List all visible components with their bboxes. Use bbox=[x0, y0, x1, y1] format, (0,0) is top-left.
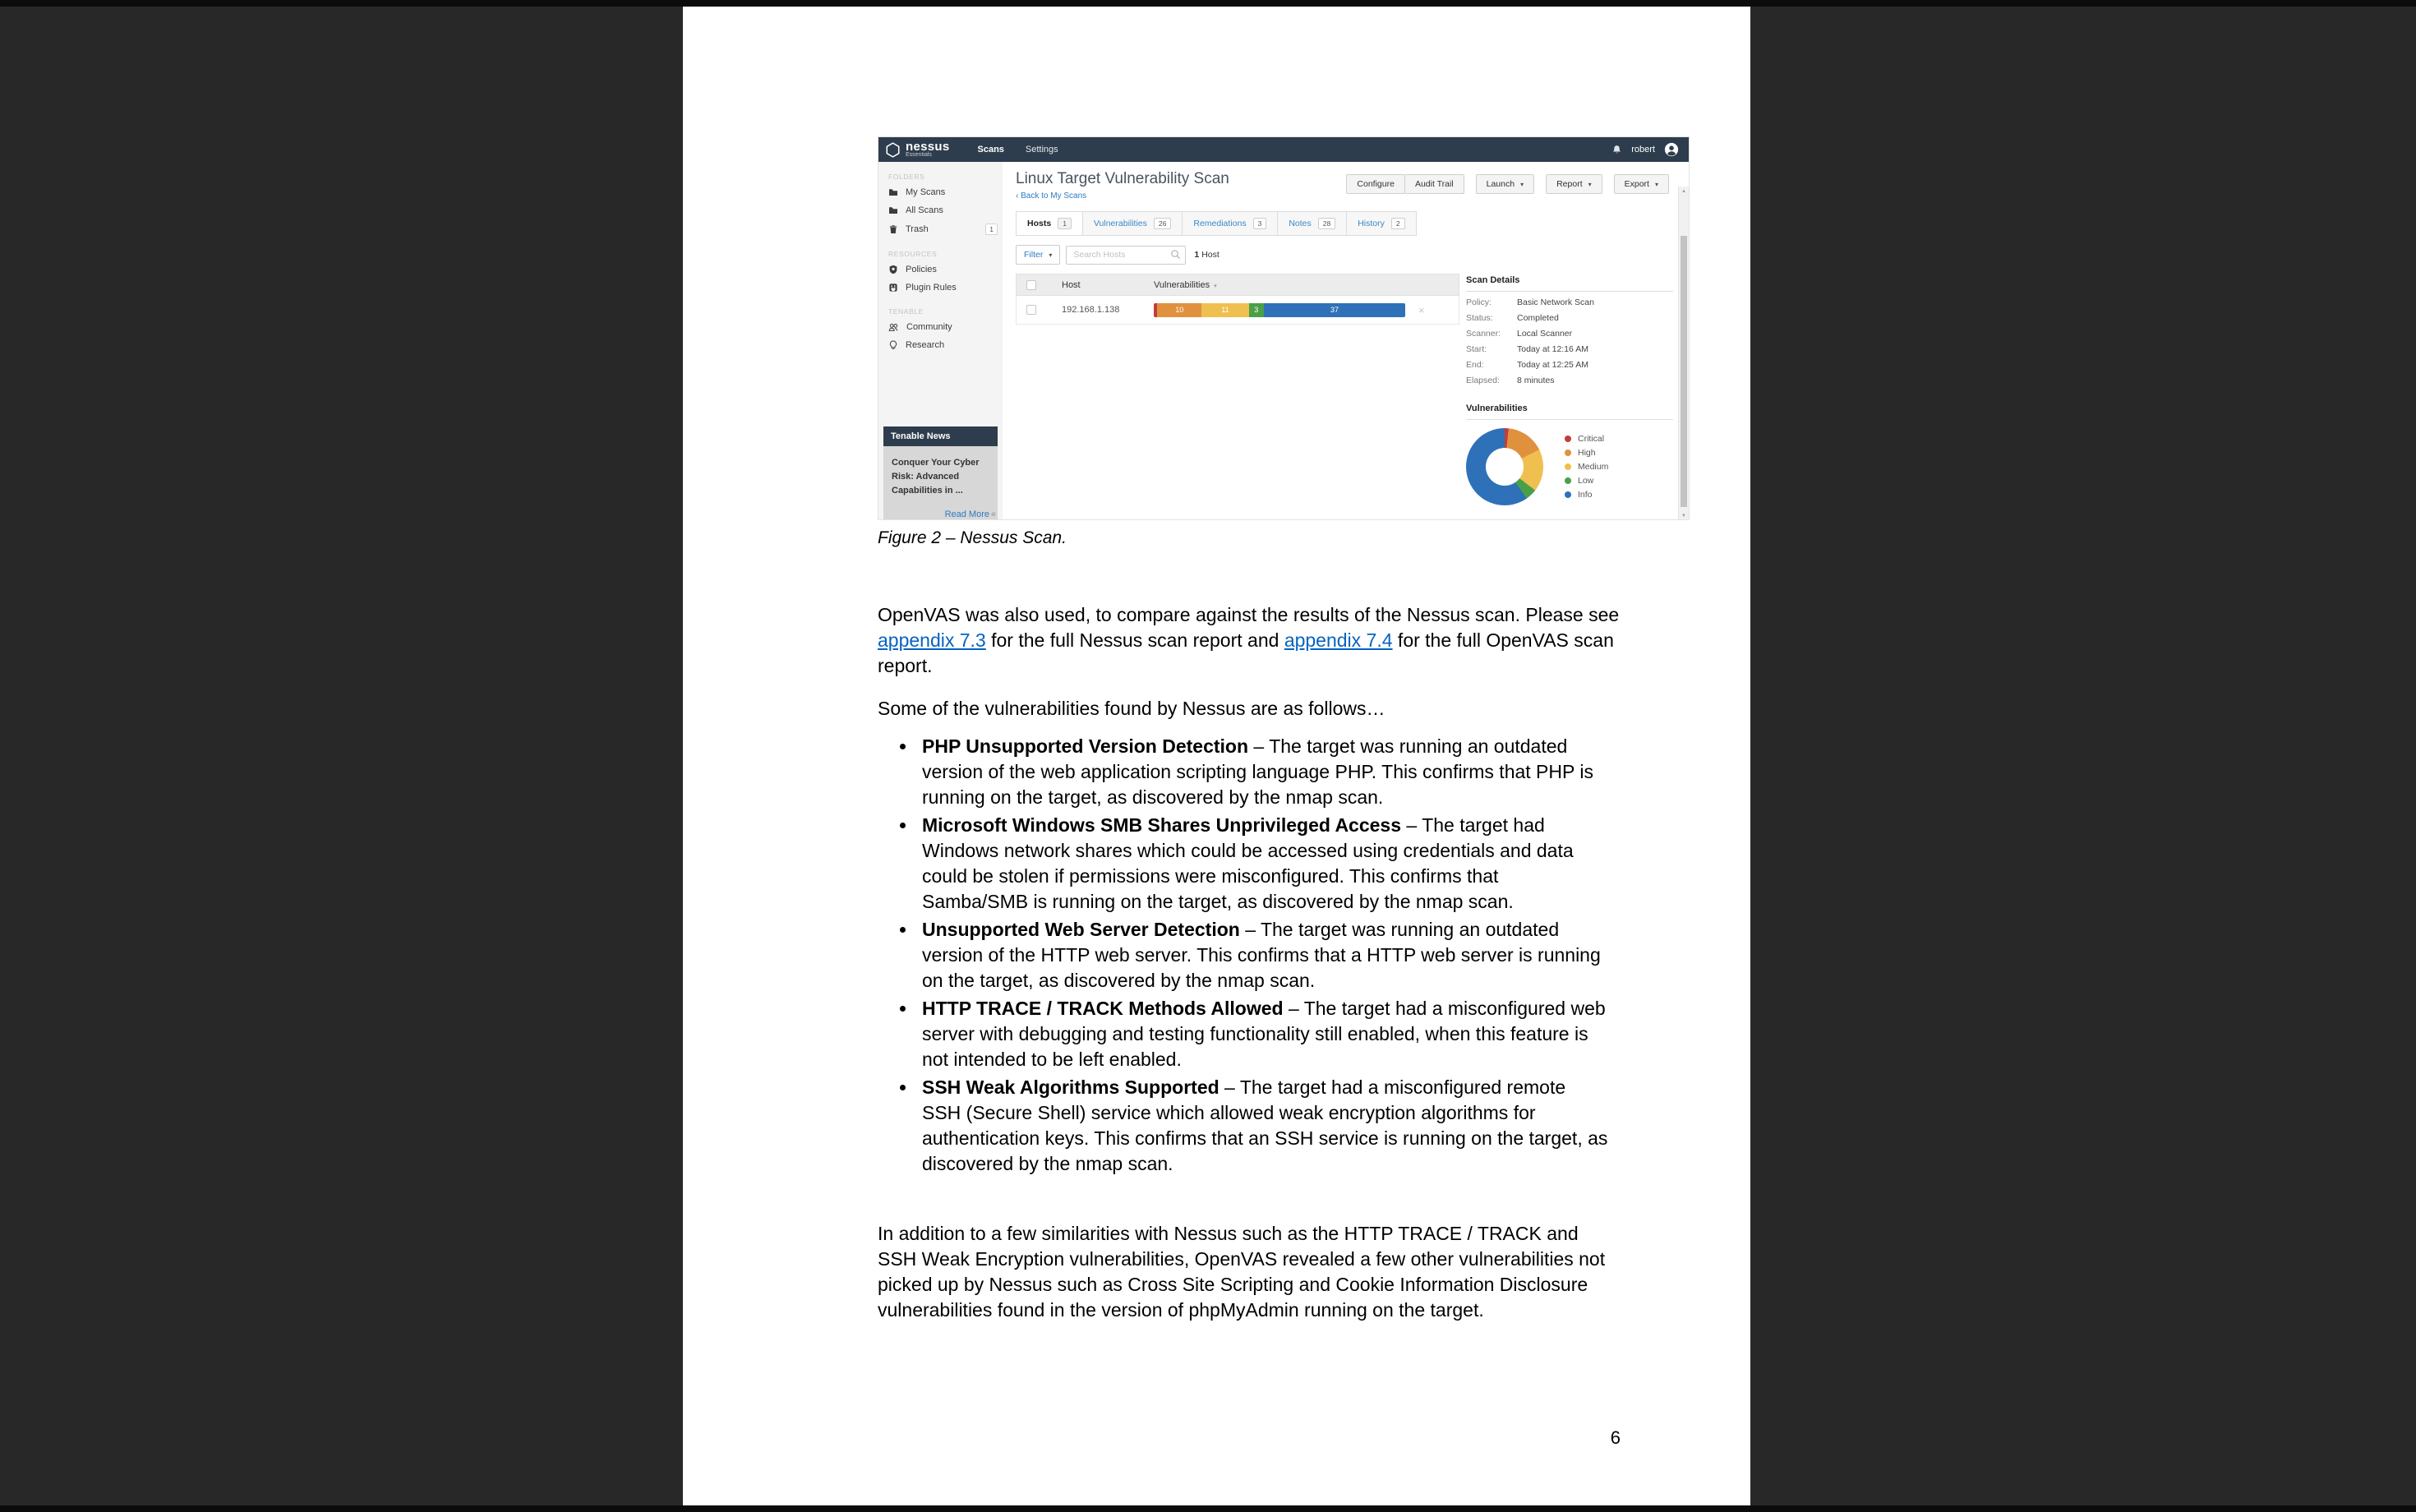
paragraph-some-vulnerabilities: Some of the vulnerabilities found by Nessus are as follows… bbox=[878, 698, 1386, 719]
host-column-header: Host bbox=[1062, 279, 1081, 290]
trash-count-badge: 1 bbox=[985, 224, 998, 235]
nessus-hexagon-icon bbox=[885, 142, 901, 158]
tenable-news-title: Tenable News bbox=[883, 426, 998, 446]
brand-name: nessus bbox=[906, 140, 950, 154]
detail-row: Scanner: Local Scanner bbox=[1466, 329, 1573, 339]
nessus-screenshot-figure bbox=[878, 136, 1690, 520]
appendix-7-3-link[interactable]: appendix 7.3 bbox=[878, 629, 986, 651]
tab-notes[interactable]: Notes 28 bbox=[1278, 212, 1347, 235]
legend-dot bbox=[1565, 491, 1571, 498]
tab-vulnerabilities[interactable]: Vulnerabilities 26 bbox=[1083, 212, 1183, 235]
scan-details-title: Scan Details bbox=[1466, 275, 1673, 292]
document-page bbox=[683, 7, 1750, 1505]
report-button[interactable]: Report ▾ bbox=[1546, 174, 1602, 194]
trash-icon bbox=[888, 224, 898, 234]
tenable-news-body: Conquer Your Cyber Risk: Advanced Capabilities in ... Read More bbox=[883, 446, 998, 520]
vulnerability-list bbox=[878, 734, 1609, 1177]
back-to-my-scans-link[interactable]: ‹ Back to My Scans bbox=[1016, 191, 1087, 201]
appendix-7-4-link[interactable]: appendix 7.4 bbox=[1284, 629, 1393, 651]
sidebar-item-community[interactable]: Community bbox=[878, 318, 1003, 336]
legend-dot bbox=[1565, 463, 1571, 470]
launch-button[interactable]: Launch ▾ bbox=[1476, 174, 1534, 194]
brand-subtitle: Essentials bbox=[906, 152, 932, 158]
tab-count-badge: 1 bbox=[1058, 218, 1072, 229]
sidebar-section-folders: FOLDERS bbox=[888, 173, 925, 181]
configure-button[interactable]: Configure bbox=[1346, 174, 1405, 194]
notifications-bell-icon[interactable] bbox=[1611, 145, 1622, 155]
top-strip bbox=[0, 0, 2416, 7]
folder-icon bbox=[888, 205, 898, 215]
shield-icon bbox=[888, 265, 898, 274]
nav-scans[interactable]: Scans bbox=[977, 145, 1004, 154]
search-hosts-input[interactable] bbox=[1066, 246, 1186, 265]
sidebar-item-all-scans[interactable]: All Scans bbox=[878, 201, 1003, 219]
page-number: 6 bbox=[1610, 1427, 1621, 1448]
user-avatar[interactable] bbox=[1664, 142, 1679, 157]
list-item: • HTTP TRACE / TRACK Methods Allowed – The target had a misconfigured web server with debugging and testing functionality still enabled, when this feature is not intended to be left enabled. bbox=[917, 996, 1609, 1072]
scroll-up-icon[interactable]: ▲ bbox=[1681, 189, 1686, 194]
research-icon bbox=[888, 340, 898, 350]
detail-row: Policy: Basic Network Scan bbox=[1466, 297, 1594, 307]
scan-title: Linux Target Vulnerability Scan bbox=[1016, 170, 1229, 187]
search-icon bbox=[1170, 249, 1181, 260]
vulnerabilities-donut-chart bbox=[1466, 428, 1543, 505]
folder-icon bbox=[888, 187, 898, 197]
paragraph-openvas: OpenVAS was also used, to compare against the results of the Nessus scan. Please see appendix 7.3 for the full Nessus scan report and appendix 7.4 for the full OpenVAS scan report. bbox=[878, 604, 1620, 676]
people-icon bbox=[888, 322, 899, 332]
severity-bar bbox=[1154, 303, 1405, 317]
export-button[interactable]: Export ▾ bbox=[1614, 174, 1669, 194]
sidebar-collapse-icon[interactable]: « bbox=[990, 509, 996, 519]
legend-item-info: Info bbox=[1565, 490, 1608, 500]
nav-settings[interactable]: Settings bbox=[1025, 145, 1058, 154]
host-row[interactable] bbox=[1016, 296, 1459, 325]
hosts-table-header bbox=[1016, 274, 1459, 296]
row-checkbox[interactable] bbox=[1026, 305, 1036, 315]
nessus-sidebar bbox=[878, 162, 1003, 520]
scan-details-panel bbox=[1466, 275, 1673, 505]
tab-remediations[interactable]: Remediations 3 bbox=[1183, 212, 1278, 235]
scan-tabs bbox=[1016, 211, 1417, 236]
vulnerabilities-title: Vulnerabilities bbox=[1466, 403, 1673, 420]
select-all-checkbox[interactable] bbox=[1026, 280, 1036, 290]
detail-row: Start: Today at 12:16 AM bbox=[1466, 344, 1588, 354]
nessus-navbar bbox=[878, 137, 1689, 162]
donut-legend bbox=[1565, 434, 1608, 500]
host-ip[interactable]: 192.168.1.138 bbox=[1062, 305, 1120, 315]
host-count: 1 Host bbox=[1194, 250, 1220, 260]
hosts-table bbox=[1016, 274, 1459, 325]
nessus-main bbox=[1003, 162, 1689, 520]
detail-row: Elapsed: 8 minutes bbox=[1466, 376, 1555, 385]
chevron-down-icon: ▾ bbox=[1049, 251, 1053, 259]
list-item: • Unsupported Web Server Detection – The target was running an outdated version of the HTTP web server. This confirms that a HTTP web server is running on the target, as discovered by the nmap scan. bbox=[917, 917, 1609, 993]
plugin-icon bbox=[888, 283, 898, 293]
document-content bbox=[878, 136, 1686, 1323]
sort-caret-icon: ▾ bbox=[1214, 283, 1217, 289]
audit-trail-button[interactable]: Audit Trail bbox=[1405, 174, 1464, 194]
back-chevron-icon: ‹ bbox=[1016, 191, 1019, 201]
sidebar-item-trash[interactable]: Trash 1 bbox=[878, 219, 1003, 239]
tenable-news-card bbox=[883, 426, 998, 520]
severity-segment-low[interactable]: 3 bbox=[1249, 303, 1264, 317]
detail-row: Status: Completed bbox=[1466, 313, 1559, 323]
detail-row: End: Today at 12:25 AM bbox=[1466, 360, 1588, 370]
sidebar-item-my-scans[interactable]: My Scans bbox=[878, 183, 1003, 201]
nessus-logo[interactable] bbox=[885, 141, 950, 158]
tab-count-badge: 3 bbox=[1253, 218, 1267, 229]
filter-button[interactable]: Filter ▾ bbox=[1016, 245, 1060, 265]
scrollbar bbox=[1678, 187, 1689, 520]
list-item: • Microsoft Windows SMB Shares Unprivileged Access – The target had Windows network shares which could be accessed using credentials and data could be stolen if permissions were misconfigured. This confirms that Samba/SMB is running on the target, as discovered by the nmap scan. bbox=[917, 813, 1609, 915]
legend-dot bbox=[1565, 436, 1571, 442]
legend-item-critical: Critical bbox=[1565, 434, 1608, 444]
severity-segment-medium[interactable]: 11 bbox=[1201, 303, 1249, 317]
scrollbar-thumb[interactable] bbox=[1681, 236, 1687, 507]
tab-count-badge: 26 bbox=[1154, 218, 1171, 229]
paragraph-closing: In addition to a few similarities with Nessus such as the HTTP TRACE / TRACK and SSH Weak Encryption vulnerabilities, OpenVAS revealed a few other vulnerabilities not picked up by Nessus such as Cross Site Scripting and Cookie Information Disclosure vulnerabilities found in the version of phpMyAdmin running on the target. bbox=[878, 1223, 1606, 1321]
sidebar-item-research[interactable]: Research bbox=[878, 336, 1003, 354]
remove-host-icon[interactable]: × bbox=[1418, 303, 1425, 316]
legend-item-low: Low bbox=[1565, 476, 1608, 486]
vulnerabilities-column-header[interactable]: Vulnerabilities ▾ bbox=[1154, 279, 1217, 290]
legend-item-high: High bbox=[1565, 448, 1608, 458]
scroll-down-icon[interactable]: ▼ bbox=[1681, 514, 1686, 519]
legend-dot bbox=[1565, 477, 1571, 484]
read-more-link[interactable]: Read More bbox=[944, 509, 989, 520]
severity-segment-info[interactable]: 37 bbox=[1264, 303, 1405, 317]
figure-caption: Figure 2 – Nessus Scan. bbox=[878, 528, 1067, 547]
chevron-down-icon: ▾ bbox=[1654, 181, 1658, 188]
tab-hosts[interactable]: Hosts 1 bbox=[1017, 212, 1083, 235]
legend-dot bbox=[1565, 449, 1571, 456]
legend-item-medium: Medium bbox=[1565, 462, 1608, 472]
tab-count-badge: 28 bbox=[1318, 218, 1335, 229]
sidebar-item-plugin-rules[interactable]: Plugin Rules bbox=[878, 279, 1003, 297]
bottom-strip bbox=[0, 1505, 2416, 1512]
sidebar-section-tenable: TENABLE bbox=[888, 307, 924, 316]
sidebar-item-policies[interactable]: Policies bbox=[878, 260, 1003, 279]
tab-count-badge: 2 bbox=[1391, 218, 1405, 229]
severity-segment-high[interactable]: 10 bbox=[1157, 303, 1201, 317]
list-item: • SSH Weak Algorithms Supported – The target had a misconfigured remote SSH (Secure Shell) service which allowed weak encryption algorithms for authentication keys. This confirms that an SSH service is running on the target, as discovered by the nmap scan. bbox=[917, 1075, 1609, 1177]
tab-history[interactable]: History 2 bbox=[1347, 212, 1415, 235]
sidebar-section-resources: RESOURCES bbox=[888, 250, 938, 258]
vulnerabilities-panel bbox=[1466, 403, 1673, 505]
chevron-down-icon: ▾ bbox=[1520, 181, 1524, 188]
chevron-down-icon: ▾ bbox=[1588, 181, 1592, 188]
username[interactable]: robert bbox=[1631, 145, 1655, 154]
list-item: • PHP Unsupported Version Detection – The target was running an outdated version of the web application scripting language PHP. This confirms that PHP is running on the target, as discovered by the nmap scan. bbox=[917, 734, 1609, 810]
